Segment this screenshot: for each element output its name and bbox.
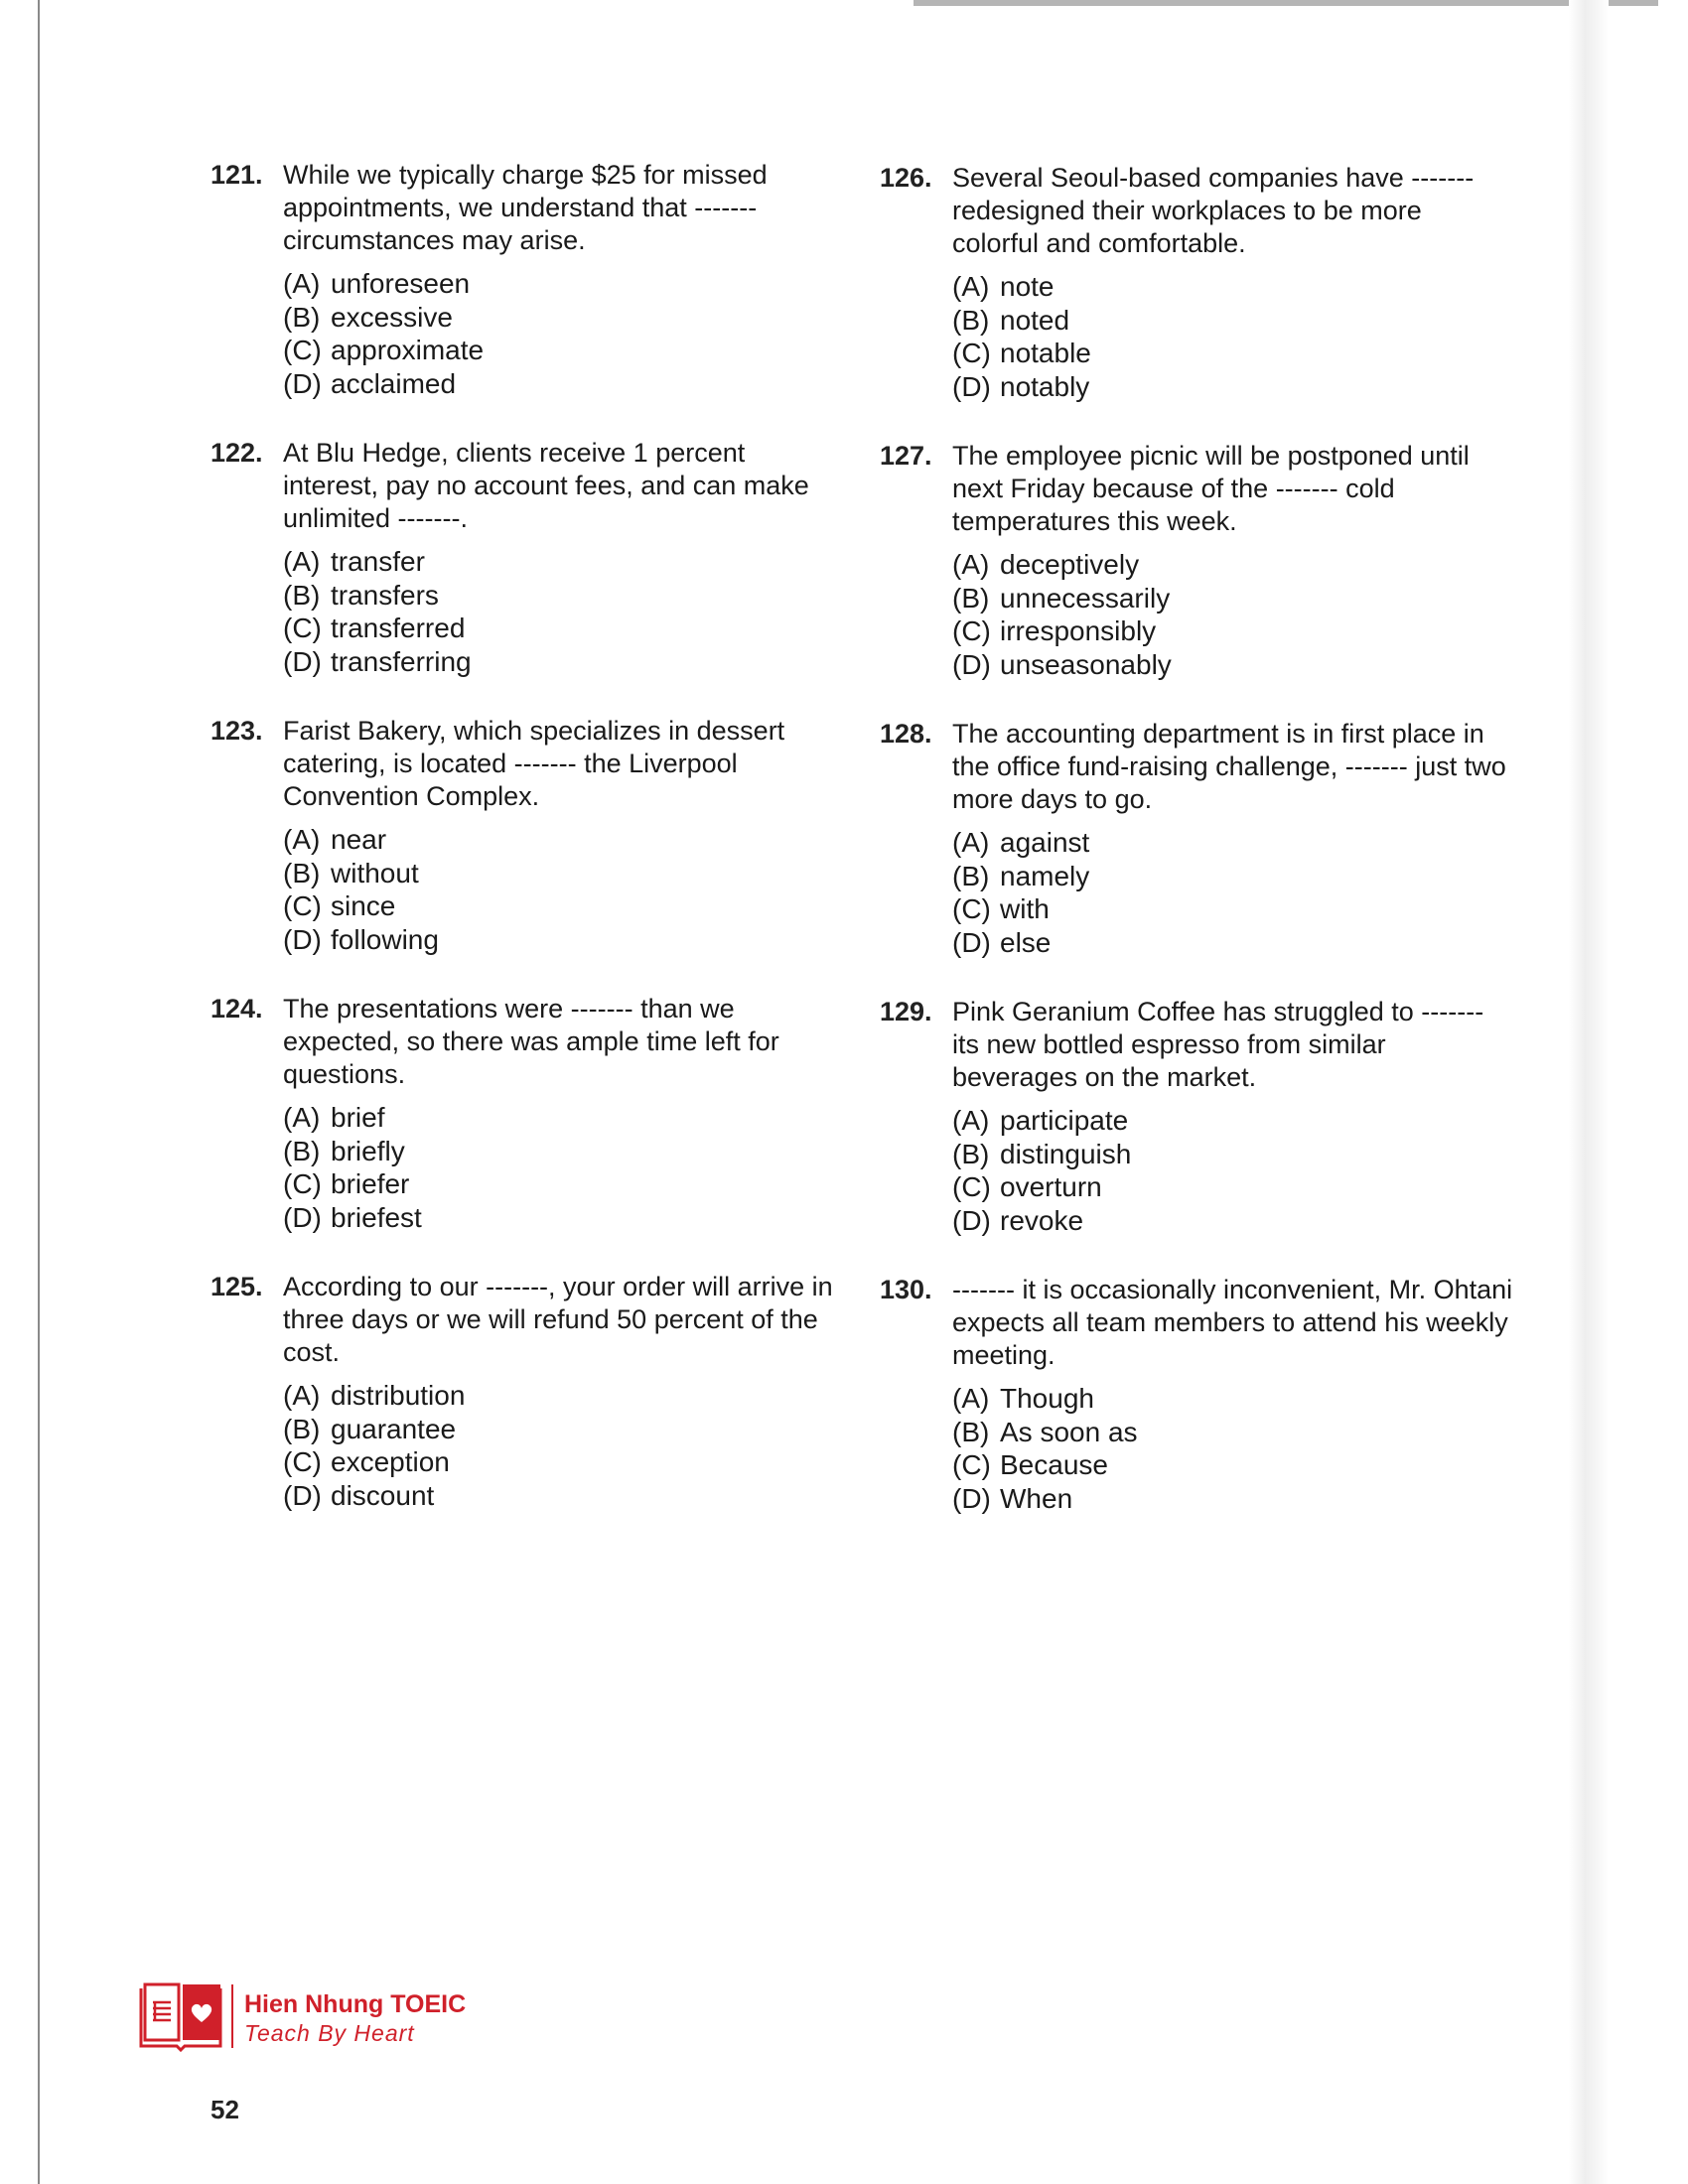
option-text: revoke [1000,1204,1084,1236]
option-letter: (C) [952,615,991,646]
question-125 [211,1271,846,1549]
answer-option-d[interactable] [952,1482,1515,1516]
answer-option-c[interactable] [952,337,1515,370]
option-text: guarantee [331,1413,457,1444]
question-number: 124. [211,994,263,1024]
page-number: 52 [211,2095,239,2124]
option-letter: (A) [952,827,990,858]
answer-option-b[interactable] [952,1416,1515,1449]
question-text: Farist Bakery, which specializes in dessert catering, is located ------- the Liverpool Convention Complex. [283,716,785,811]
answer-option-b[interactable] [283,1135,846,1168]
question-number: 127. [880,441,932,471]
option-text: Because [1000,1449,1108,1480]
question-number: 128. [880,719,932,749]
option-text: unseasonably [1000,648,1172,680]
question-text: The presentations were ------- than we expected, so there was ample time left for questions. [283,994,779,1089]
answer-option-a[interactable] [952,1382,1515,1416]
option-text: briefest [331,1201,422,1233]
answer-option-b[interactable] [283,857,846,890]
question-text: Pink Geranium Coffee has struggled to ------- its new bottled espresso from similar beverages on the market. [952,997,1484,1092]
answer-option-d[interactable] [283,645,846,679]
option-text: overturn [1000,1171,1102,1202]
option-text: transferred [331,613,466,643]
option-letter: (A) [283,1102,321,1133]
option-letter: (B) [283,857,321,888]
answer-option-a[interactable] [283,823,846,857]
answer-option-a[interactable] [952,1104,1515,1138]
answer-option-d[interactable] [283,367,846,401]
option-letter: (C) [283,1168,322,1199]
option-letter: (C) [952,338,991,368]
option-letter: (D) [283,923,322,955]
option-text: briefly [331,1135,405,1166]
answer-options [952,270,1515,403]
option-text: else [1000,926,1052,958]
answer-options [952,826,1515,959]
answer-options [952,1382,1515,1515]
option-letter: (C) [952,1449,991,1480]
answer-option-d[interactable] [952,1204,1515,1238]
option-text: transfer [331,546,425,577]
question-121 [211,159,846,437]
question-number: 125. [211,1272,263,1301]
option-letter: (A) [283,546,321,577]
option-letter: (A) [952,1383,990,1414]
answer-option-a[interactable] [283,267,846,301]
answer-options [283,267,846,400]
option-text: notable [1000,338,1091,368]
question-129 [880,996,1515,1274]
option-letter: (B) [952,304,990,336]
option-text: exception [331,1446,450,1477]
answer-option-b[interactable] [952,582,1515,615]
question-text: The accounting department is in first place in the office fund-raising challenge, ------- just two more days to go. [952,719,1506,814]
question-number: 123. [211,716,263,746]
answer-option-b[interactable] [283,301,846,335]
option-letter: (A) [283,824,321,855]
option-letter: (B) [952,860,990,891]
question-text: According to our -------, your order will arrive in three days or we will refund 50 percent of the cost. [283,1272,833,1367]
option-text: following [331,923,439,955]
answer-option-d[interactable] [952,648,1515,682]
question-126 [880,162,1515,440]
answer-options [952,1104,1515,1237]
brand-logo [135,1980,552,2052]
option-letter: (D) [952,370,991,402]
answer-options [952,548,1515,681]
option-text: unnecessarily [1000,582,1171,614]
answer-options [283,1101,846,1234]
answer-option-d[interactable] [283,1479,846,1513]
option-letter: (A) [283,1380,321,1411]
option-text: with [1000,893,1050,924]
option-text: transfers [331,579,439,611]
answer-option-a[interactable] [952,270,1515,304]
option-letter: (A) [952,1105,990,1136]
option-letter: (B) [952,582,990,614]
question-123 [211,715,846,993]
option-letter: (C) [952,893,991,924]
option-letter: (D) [283,367,322,399]
option-text: notably [1000,370,1090,402]
answer-option-a[interactable] [952,826,1515,860]
option-letter: (C) [283,613,322,643]
option-text: transferring [331,645,472,677]
brand-name: Hien Nhung TOEIC [244,1990,467,2018]
answer-option-a[interactable] [283,1101,846,1135]
answer-option-b[interactable] [283,1413,846,1446]
option-letter: (A) [952,549,990,580]
brand-divider [231,1984,233,2048]
answer-option-c[interactable] [952,1170,1515,1204]
page-left-edge [38,0,40,2184]
answer-option-b[interactable] [952,304,1515,338]
option-letter: (C) [283,335,322,365]
question-128 [880,718,1515,996]
answer-option-c[interactable] [952,892,1515,926]
option-text: without [331,857,419,888]
option-text: since [331,890,396,921]
option-letter: (D) [952,1204,991,1236]
option-text: distribution [331,1380,466,1411]
option-letter: (B) [283,1413,321,1444]
question-127 [880,440,1515,718]
answer-option-c[interactable] [283,1167,846,1201]
question-text: At Blu Hedge, clients receive 1 percent interest, pay no account fees, and can make unlimited -------. [283,438,809,533]
option-text: distinguish [1000,1138,1132,1169]
answer-option-a[interactable] [283,1379,846,1413]
option-letter: (C) [952,1171,991,1202]
option-text: near [331,824,387,855]
answer-option-b[interactable] [952,1138,1515,1171]
question-124 [211,993,846,1271]
answer-option-b[interactable] [283,579,846,613]
option-letter: (A) [283,268,321,299]
questions-right-column [880,162,1515,1552]
answer-option-c[interactable] [283,889,846,923]
option-letter: (B) [952,1416,990,1447]
question-text: ------- it is occasionally inconvenient, Mr. Ohtani expects all team members to attend his weekly meeting. [952,1275,1513,1370]
option-letter: (D) [952,1482,991,1514]
answer-options [283,823,846,956]
question-number: 121. [211,160,263,190]
option-letter: (B) [952,1138,990,1169]
option-text: namely [1000,860,1090,891]
option-text: against [1000,827,1090,858]
option-text: brief [331,1102,385,1133]
answer-option-d[interactable] [952,926,1515,960]
questions-left-column [211,159,846,1549]
question-122 [211,437,846,715]
option-text: participate [1000,1105,1129,1136]
option-letter: (D) [283,1201,322,1233]
option-text: briefer [331,1168,410,1199]
option-text: acclaimed [331,367,457,399]
option-text: deceptively [1000,549,1140,580]
option-letter: (A) [952,271,990,302]
answer-option-a[interactable] [283,545,846,579]
answer-option-c[interactable] [952,614,1515,648]
question-number: 122. [211,438,263,468]
answer-option-b[interactable] [952,860,1515,893]
question-number: 126. [880,163,932,193]
option-letter: (B) [283,301,321,333]
answer-options [283,545,846,678]
answer-options [283,1379,846,1512]
page-top-edge [914,0,1658,6]
answer-option-c[interactable] [283,1445,846,1479]
answer-option-d[interactable] [952,370,1515,404]
question-number: 129. [880,997,932,1026]
option-text: noted [1000,304,1070,336]
option-text: As soon as [1000,1416,1138,1447]
question-text: Several Seoul-based companies have ------- redesigned their workplaces to be more colorful and comfortable. [952,163,1475,258]
option-letter: (D) [952,648,991,680]
answer-option-c[interactable] [952,1448,1515,1482]
page-right-shadow [1569,0,1609,2184]
option-letter: (B) [283,579,321,611]
question-text: The employee picnic will be postponed until next Friday because of the ------- cold temperatures this week. [952,441,1470,536]
answer-option-a[interactable] [952,548,1515,582]
option-text: unforeseen [331,268,471,299]
option-letter: (D) [283,1479,322,1511]
question-number: 130. [880,1275,932,1304]
option-letter: (B) [283,1135,321,1166]
answer-option-d[interactable] [283,1201,846,1235]
answer-option-d[interactable] [283,923,846,957]
option-text: When [1000,1482,1073,1514]
option-letter: (C) [283,1446,322,1477]
question-text: While we typically charge $25 for missed appointments, we understand that ------- circumstances may arise. [283,160,768,255]
brand-tagline: Teach By Heart [244,2020,415,2046]
option-letter: (D) [952,926,991,958]
option-text: discount [331,1479,435,1511]
question-130 [880,1274,1515,1552]
option-text: approximate [331,335,485,365]
option-letter: (D) [283,645,322,677]
option-text: Though [1000,1383,1094,1414]
answer-option-c[interactable] [283,334,846,367]
option-letter: (C) [283,890,322,921]
answer-option-c[interactable] [283,612,846,645]
option-text: excessive [331,301,453,333]
option-text: irresponsibly [1000,615,1157,646]
book-heart-icon [135,1980,226,2052]
option-text: note [1000,271,1055,302]
